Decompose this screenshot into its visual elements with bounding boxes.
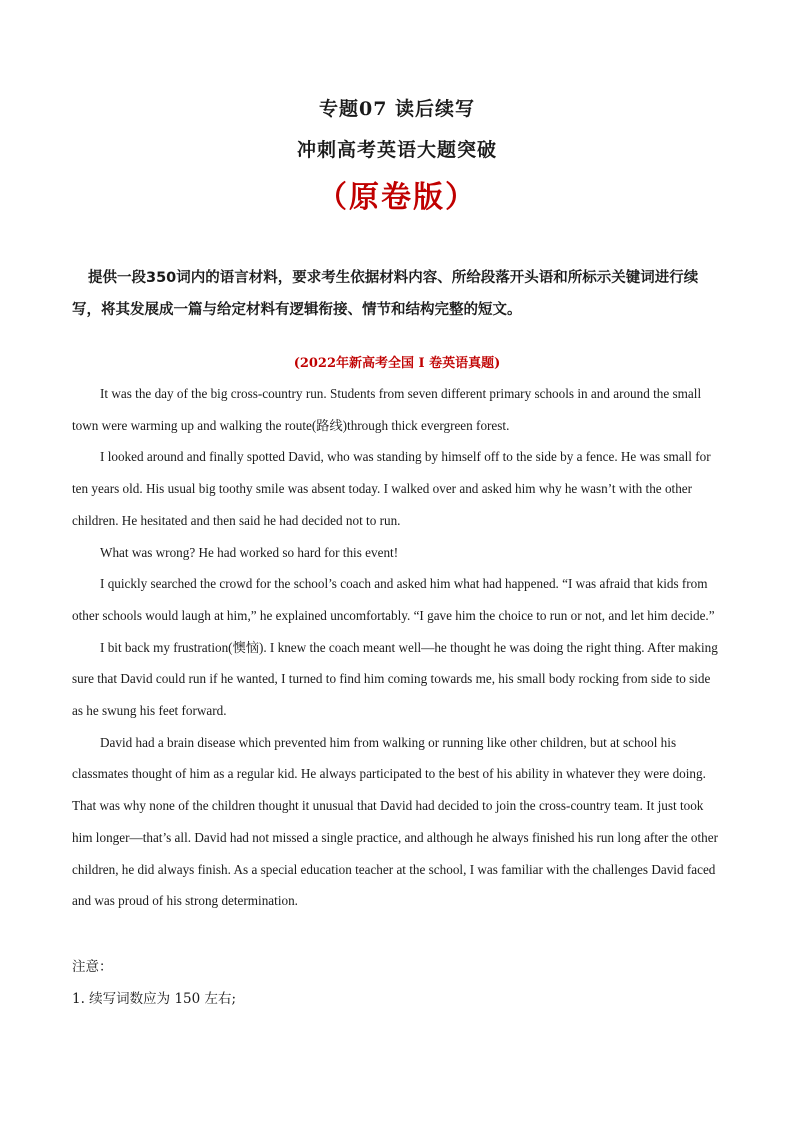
- passage-paragraph: What was wrong? He had worked so hard for this event!: [100, 544, 399, 560]
- exam-source-label: (2022年新高考全国 I 卷英语真题): [293, 356, 501, 371]
- passage-paragraph: I quickly searched the crowd for the school’s coach and asked him what had happened. “I was afraid that kids from other schools would laugh at him,” he explained uncomfortably. “I gave him the choice to run or not, and let him decide.”: [72, 576, 715, 623]
- passage-paragraph: David had a brain disease which prevented him from walking or running like other children, but at school his classmates thought of him as a regular kid. He always participated to the best of his ability in whatever they were doing. That was why none of the children thought it unusual that David had decided to join the cross-country team. It just took him longer—that’s all. David had not missed a single practice, and although he always finished his run long after the other children, he did always finish. As a special education teacher at the school, I was familiar with the challenges David faced and was proud of his strong determination.: [72, 734, 719, 909]
- passage-paragraph: I bit back my frustration(懊恼). I knew the coach meant well—he thought he was doing the right thing. After making sure that David could run if he wanted, I turned to find him coming towards me, his small body rocking from side to side as he swung his feet forward.: [72, 639, 718, 719]
- notes-item: 1. 续写词数应为 150 左右;: [72, 991, 237, 1007]
- document-title-edition: （原卷版）: [317, 180, 477, 215]
- notes-section: [72, 951, 720, 1015]
- reading-passage: [72, 378, 720, 917]
- notes-heading: 注意：: [72, 959, 113, 975]
- passage-paragraph: I looked around and finally spotted David, who was standing by himself off to the side by a fence. He was small for ten years old. His usual big toothy smile was absent today. I walked over and asked him why he wasn’t with the other children. He hesitated and then said he had decided not to run.: [72, 449, 711, 528]
- document-title-series: 冲刺高考英语大题突破: [296, 139, 497, 161]
- passage-paragraph: It was the day of the big cross-country run. Students from seven different primary schools in and around the small town were warming up and walking the route(路线)through thick evergreen forest.: [72, 386, 702, 433]
- task-instructions: 提供一段350词内的语言材料，要求考生依据材料内容、所给段落开头语和所标示关键词进行续写，将其发展成一篇与给定材料有逻辑衔接、情节和结构完整的短文。: [72, 270, 699, 318]
- document-title-topic: 专题07 读后续写: [318, 98, 476, 120]
